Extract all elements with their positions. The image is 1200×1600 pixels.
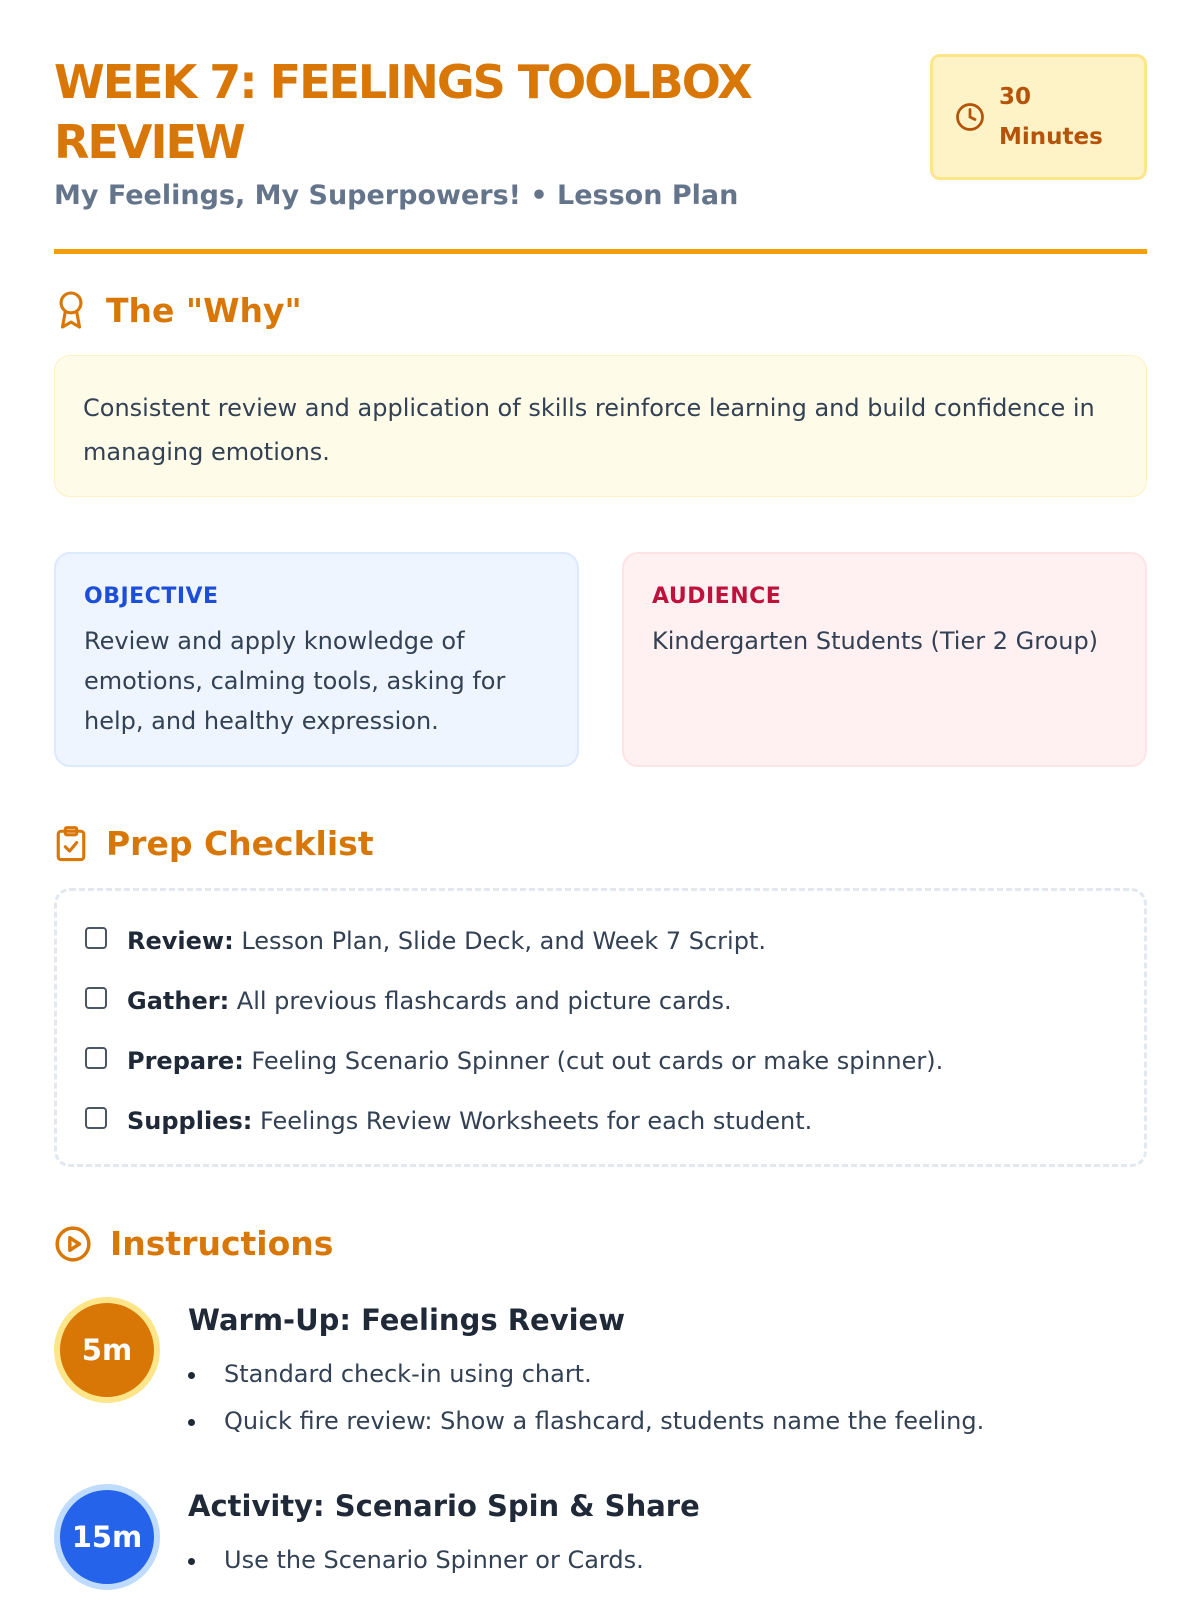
checklist-text xyxy=(127,1047,943,1075)
checkbox[interactable] xyxy=(85,1107,107,1129)
lesson-plan-page xyxy=(54,0,1147,1574)
audience-text: Kindergarten Students (Tier 2 Group) xyxy=(652,627,1099,655)
checklist-item[interactable] xyxy=(85,971,1116,1031)
audience-card xyxy=(622,552,1147,767)
checklist-item-text: Lesson Plan, Slide Deck, and Week 7 Script. xyxy=(233,927,766,955)
checkbox[interactable] xyxy=(85,987,107,1009)
checklist-text xyxy=(127,927,766,955)
award-ribbon-icon xyxy=(54,290,88,330)
play-circle-icon xyxy=(54,1225,92,1263)
page-subtitle: My Feelings, My Superpowers! • Lesson Plan xyxy=(54,180,739,211)
instructions-title: Instructions xyxy=(110,1224,334,1263)
checklist-item-text: All previous flashcards and picture cards. xyxy=(229,987,732,1015)
list-item: Standard check-in using chart. xyxy=(188,1351,984,1398)
checklist-text xyxy=(127,987,732,1015)
checklist-text xyxy=(127,1107,812,1135)
checklist-item-text: Feeling Scenario Spinner (cut out cards or make spinner). xyxy=(243,1047,944,1075)
checklist-item-label: Prepare: xyxy=(127,1047,244,1075)
step-title: Activity: Scenario Spin & Share xyxy=(188,1489,700,1523)
instruction-step xyxy=(54,1297,1147,1437)
duration-text: 30 Minutes xyxy=(999,84,1103,150)
checklist-item-text: Feelings Review Worksheets for each student. xyxy=(252,1107,813,1135)
clock-icon xyxy=(955,102,985,132)
list-item: Quick fire review: Show a flashcard, students name the feeling. xyxy=(188,1398,984,1445)
page-header xyxy=(54,0,1147,254)
checklist-item-label: Review: xyxy=(127,927,234,955)
step-bullets xyxy=(188,1351,984,1445)
checkbox[interactable] xyxy=(85,1047,107,1069)
instructions-heading xyxy=(54,1224,333,1263)
why-box xyxy=(54,355,1147,497)
why-heading xyxy=(54,290,302,330)
step-time-badge: 15m xyxy=(54,1484,160,1590)
prep-title: Prep Checklist xyxy=(106,824,374,863)
checklist-item[interactable] xyxy=(85,911,1116,971)
why-text: Consistent review and application of skills reinforce learning and build confidence in managing emotions. xyxy=(83,394,1095,466)
audience-label: AUDIENCE xyxy=(652,584,782,609)
objective-card xyxy=(54,552,579,767)
checklist-item-label: Gather: xyxy=(127,987,230,1015)
step-time-badge: 5m xyxy=(54,1297,160,1403)
objective-label: OBJECTIVE xyxy=(84,584,219,609)
step-title: Warm-Up: Feelings Review xyxy=(188,1303,625,1337)
prep-heading xyxy=(54,824,374,863)
list-item: Use the Scenario Spinner or Cards. xyxy=(188,1537,644,1584)
instruction-step xyxy=(54,1484,1147,1600)
clipboard-check-icon xyxy=(54,825,88,863)
checklist-item[interactable] xyxy=(85,1031,1116,1091)
duration-badge xyxy=(930,54,1147,180)
checkbox[interactable] xyxy=(85,927,107,949)
why-title: The "Why" xyxy=(106,290,302,330)
objective-text: Review and apply knowledge of emotions, calming tools, asking for help, and healthy expression. xyxy=(84,627,506,735)
checklist-item-label: Supplies: xyxy=(127,1107,253,1135)
prep-checklist xyxy=(54,888,1147,1167)
page-title: WEEK 7: FEELINGS TOOLBOX REVIEW xyxy=(54,55,751,169)
checklist-item[interactable] xyxy=(85,1091,1116,1151)
step-bullets xyxy=(188,1537,644,1584)
